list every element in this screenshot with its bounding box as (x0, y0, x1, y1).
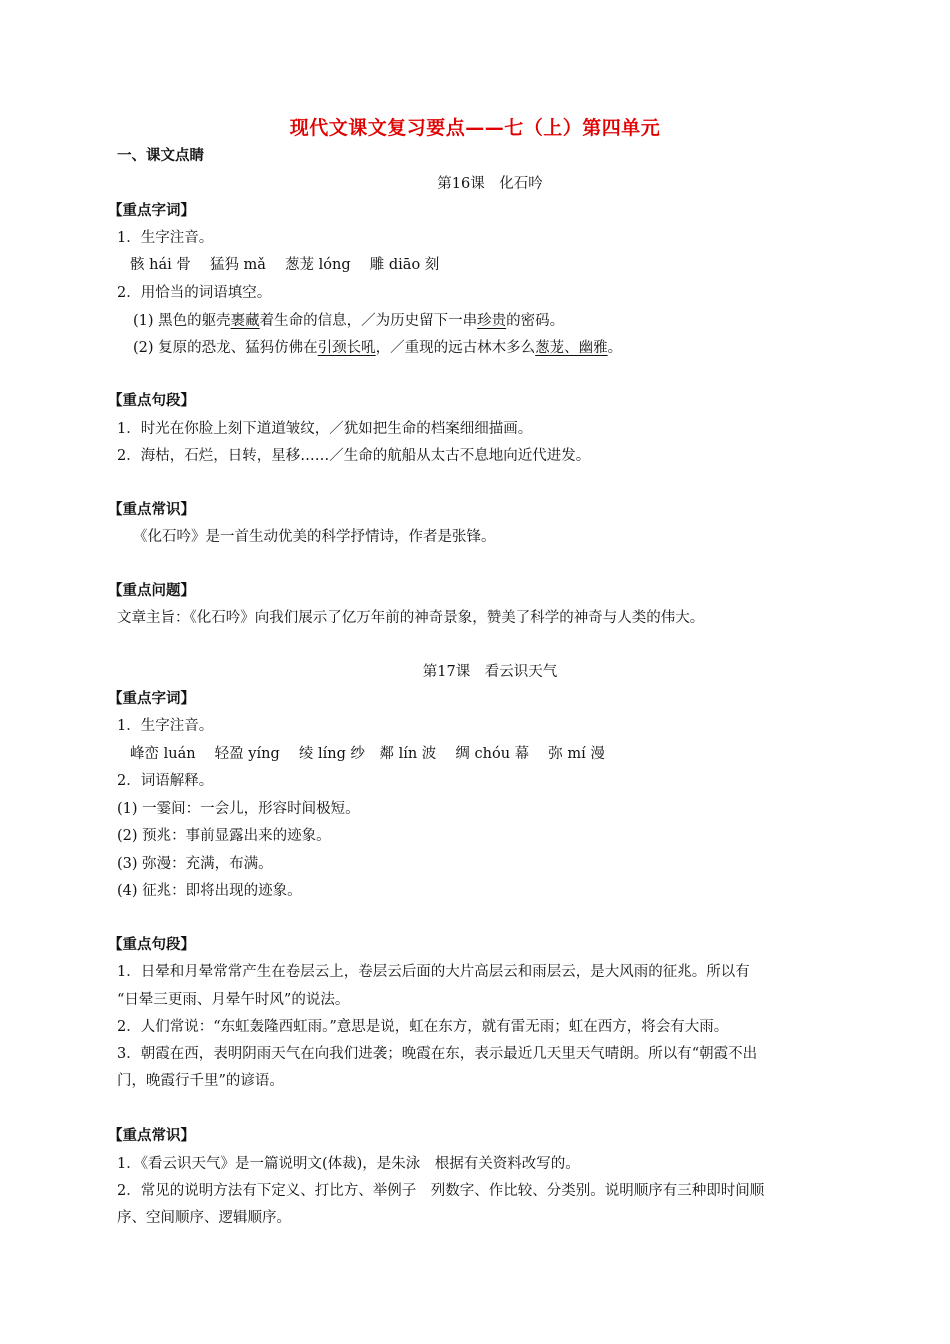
document-title: 现代文课文复习要点——七（上）第四单元 (289, 117, 661, 139)
lesson17-heading: 第17课 看云识天气 (422, 664, 558, 680)
lesson17-sentence-3b: 门，晚霞行千里”的谚语。 (117, 1073, 284, 1089)
lesson16-pinyin-line: 骸 hái 骨 猛犸 mǎ 葱茏 lóng 雕 diāo 刻 (130, 257, 440, 273)
fill-answer: 珍贵 (477, 313, 507, 329)
lesson17-sentence-3a: 3．朝霞在西，表明阴雨天气在向我们进袭；晚霞在东，表示最近几天里天气晴朗。所以有“朝霞不出 (117, 1046, 758, 1062)
fill-text: (1) 黑色的躯壳 (133, 313, 231, 329)
lesson17-definition-1: (1) 一霎间：一会儿，形容时间极短。 (117, 801, 360, 817)
lesson17-knowledge-2a: 2．常见的说明方法有下定义、打比方、举例子 列数字、作比较、分类别。说明顺序有三种即时间顺 (117, 1183, 765, 1199)
fill-text: (2) 复原的恐龙、猛犸仿佛在 (133, 340, 318, 356)
lesson17-pinyin-line: 峰峦 luán 轻盈 yíng 绫 líng 纱 鄰 lín 波 绸 chóu 幕 弥 mí 漫 (130, 746, 605, 762)
lesson16-words-item-2: 2．用恰当的词语填空。 (117, 285, 272, 301)
lesson17-sentence-2: 2．人们常说：“东虹轰隆西虹雨。”意思是说，虹在东方，就有雷无雨；虹在西方，将会有大雨。 (117, 1019, 729, 1035)
lesson17-knowledge-2b: 序、空间顺序、逻辑顺序。 (117, 1210, 291, 1226)
lesson16-key-words-heading: 【重点字词】 (108, 203, 195, 219)
lesson16-heading: 第16课 化石吟 (437, 176, 543, 192)
lesson16-sentence-1: 1．时光在你脸上刻下道道皱纹，／犹如把生命的档案细细描画。 (117, 421, 533, 437)
lesson17-words-item-2: 2．词语解释。 (117, 773, 214, 789)
lesson16-sentence-2: 2．海枯，石烂，日转，星移……／生命的航船从太古不息地向近代进发。 (117, 448, 591, 464)
lesson16-fill-line-1 (133, 311, 564, 331)
lesson17-sentence-1a: 1．日晕和月晕常常产生在卷层云上，卷层云后面的大片高层云和雨层云，是大风雨的征兆。所以有 (117, 964, 750, 980)
lesson16-words-item-1: 1．生字注音。 (117, 230, 214, 246)
lesson17-sentence-1b: “日晕三更雨、月晕午时风”的说法。 (117, 992, 350, 1008)
section-heading: 一、课文点睛 (117, 148, 204, 164)
fill-text: 的密码。 (506, 313, 565, 329)
lesson16-key-sentences-heading: 【重点句段】 (108, 393, 195, 409)
fill-text: 着生命的信息，／为历史留下一串 (259, 313, 478, 329)
lesson17-definition-4: (4) 征兆：即将出现的迹象。 (117, 883, 302, 899)
fill-text: ，／重现的远古林木多么 (375, 340, 536, 356)
lesson17-definition-2: (2) 预兆：事前显露出来的迹象。 (117, 828, 331, 844)
fill-text: 。 (607, 340, 623, 356)
lesson17-key-sentences-heading: 【重点句段】 (108, 937, 195, 953)
lesson16-key-knowledge-heading: 【重点常识】 (108, 502, 195, 518)
lesson16-knowledge-1: 《化石吟》是一首生动优美的科学抒情诗，作者是张锋。 (133, 529, 496, 545)
lesson16-question-1: 文章主旨：《化石吟》向我们展示了亿万年前的神奇景象，赞美了科学的神奇与人类的伟大。 (117, 610, 705, 626)
lesson17-words-item-1: 1．生字注音。 (117, 718, 214, 734)
lesson17-definition-3: (3) 弥漫：充满，布满。 (117, 856, 273, 872)
fill-answer: 裹藏 (230, 313, 260, 329)
lesson17-key-knowledge-heading: 【重点常识】 (108, 1128, 195, 1144)
lesson17-key-words-heading: 【重点字词】 (108, 691, 195, 707)
fill-answer: 引颈长吼 (317, 340, 376, 356)
fill-answer: 葱茏、幽雅 (535, 340, 608, 356)
lesson17-knowledge-1: 1．《看云识天气》是一篇说明文(体裁)，是朱泳 根据有关资料改写的。 (117, 1156, 580, 1172)
lesson16-key-question-heading: 【重点问题】 (108, 583, 195, 599)
lesson16-fill-line-2 (133, 338, 622, 358)
